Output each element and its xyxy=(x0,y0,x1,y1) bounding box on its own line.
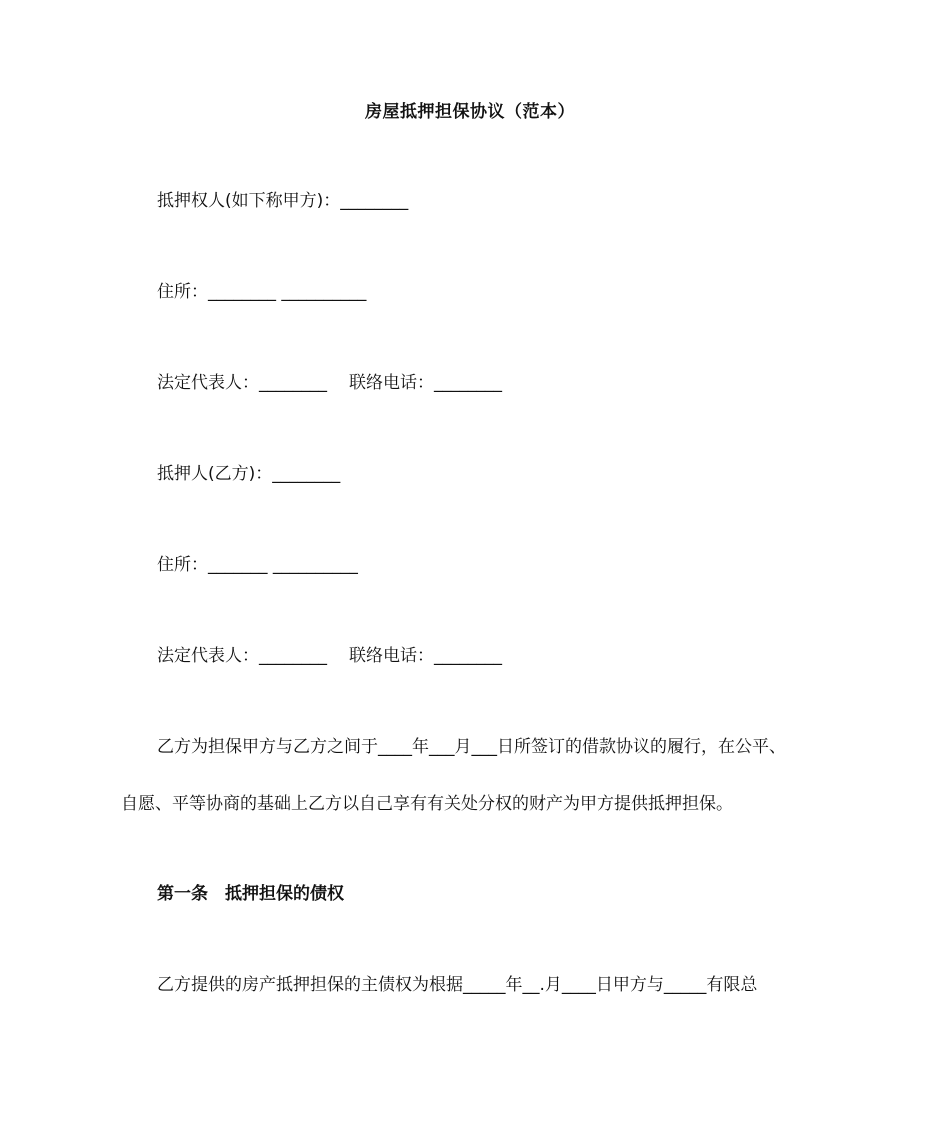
mortgagor-phone: 联络电话：________ xyxy=(349,646,502,666)
mortgagor-rep-phone-line xyxy=(157,644,502,668)
preamble-line-1: 乙方为担保甲方与乙方之间于____年___月___日所签订的借款协议的履行，在公平、 xyxy=(157,737,786,757)
mortgagee-line: 抵押权人(如下称甲方)：________ xyxy=(157,191,409,211)
mortgagee-legal-rep: 法定代表人：________ xyxy=(157,373,327,393)
mortgagor-legal-rep: 法定代表人：________ xyxy=(157,646,327,666)
preamble-line-2: 自愿、平等协商的基础上乙方以自己享有有关处分权的财产为甲方提供抵押担保。 xyxy=(121,794,733,814)
mortgagee-phone: 联络电话：________ xyxy=(349,373,502,393)
document-title: 房屋抵押担保协议（范本） xyxy=(365,102,575,122)
mortgagor-line: 抵押人(乙方)：________ xyxy=(157,464,341,484)
article-1-body-line-1: 乙方提供的房产抵押担保的主债权为根据_____年__.月____日甲方与_____有限总 xyxy=(157,975,758,995)
article-1-heading: 第一条 抵押担保的债权 xyxy=(157,884,344,904)
mortgagee-address-line: 住所：________ __________ xyxy=(157,282,367,302)
mortgagor-address-line: 住所：_______ __________ xyxy=(157,555,358,575)
mortgagee-rep-phone-line xyxy=(157,371,502,395)
